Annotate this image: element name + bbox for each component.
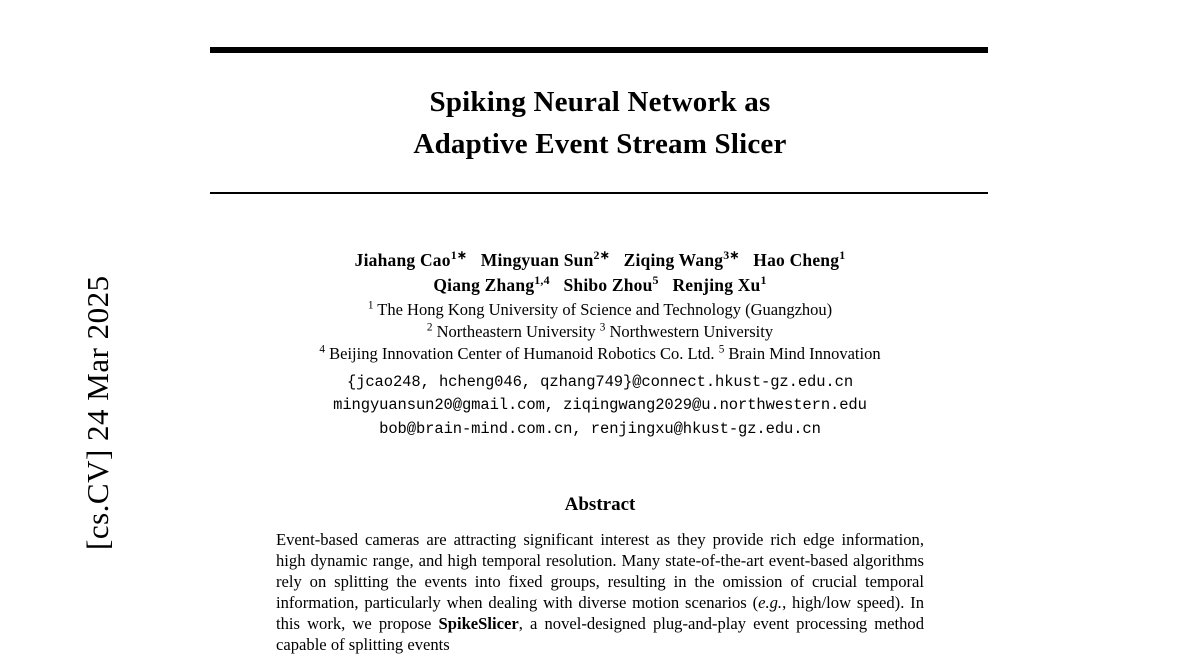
affiliation-mark: 5 [718, 343, 725, 356]
author-mark: 1 [760, 273, 767, 288]
affiliation-text: Northeastern University [436, 321, 596, 341]
author-name: Renjing Xu [672, 274, 761, 295]
author-mark: 2∗ [593, 248, 610, 263]
affiliation-mark: 4 [319, 343, 326, 356]
affiliation-line-3 [210, 343, 990, 365]
author-entry [481, 250, 610, 270]
author-entry [433, 275, 549, 295]
email-list [210, 371, 990, 442]
author-line-1 [210, 248, 990, 273]
affiliation-line-1 [210, 299, 990, 321]
abstract-segment: , a [518, 613, 538, 633]
abstract-segment: , high/low speed). In this work, we propose [276, 592, 924, 633]
author-mark: 3∗ [723, 248, 740, 263]
affiliation-text: Brain Mind Innovation [728, 343, 881, 363]
author-name: Qiang Zhang [433, 274, 535, 295]
author-name: Hao Cheng [753, 250, 840, 271]
author-entry [563, 275, 658, 295]
author-list [210, 248, 990, 298]
abstract-segment-italic: e.g. [758, 592, 783, 612]
author-name: Jiahang Cao [354, 250, 451, 271]
title-bottom-rule [210, 192, 988, 194]
abstract-last-line: novel-designed plug-and-play event processing method capable of splitting events [276, 613, 924, 654]
title-line-1: Spiking Neural Network as [429, 86, 771, 118]
author-mark: 1∗ [450, 248, 467, 263]
author-line-2 [210, 273, 990, 298]
affiliation-text: The Hong Kong University of Science and Technology (Guangzhou) [377, 299, 833, 319]
author-entry [753, 250, 845, 270]
page-title [210, 81, 990, 165]
affiliation-mark: 1 [367, 299, 374, 312]
email-line: {jcao248, hcheng046, qzhang749}@connect.hkust-gz.edu.cn [346, 372, 854, 391]
abstract-heading: Abstract [564, 494, 636, 516]
abstract-segment-bold: SpikeSlicer [438, 613, 519, 633]
arxiv-stamp-text: [cs.CV] 24 Mar 2025 [80, 275, 115, 550]
affiliation-text: Beijing Innovation Center of Humanoid Robotics Co. Ltd. [329, 343, 715, 363]
affiliation-mark: 3 [599, 321, 606, 334]
author-name: Shibo Zhou [563, 274, 653, 295]
arxiv-stamp [0, 0, 115, 648]
affiliation-mark: 2 [426, 321, 433, 334]
affiliation-text: Northwestern University [609, 321, 774, 341]
author-mark: 1 [839, 248, 846, 263]
author-entry [355, 250, 467, 270]
author-entry [672, 275, 766, 295]
title-top-rule [210, 47, 988, 53]
abstract-text [276, 530, 924, 655]
author-name: Ziqing Wang [623, 250, 724, 271]
paper-page [210, 0, 990, 654]
affiliation-list [210, 299, 990, 365]
author-entry [624, 250, 740, 270]
title-line-2: Adaptive Event Stream Slicer [413, 128, 787, 161]
email-line: mingyuansun20@gmail.com, ziqingwang2029@u.northwestern.edu [333, 396, 867, 415]
email-line: bob@brain-mind.com.cn, renjingxu@hkust-gz.edu.cn [379, 419, 821, 438]
author-name: Mingyuan Sun [480, 250, 594, 271]
affiliation-line-2 [210, 321, 990, 343]
author-mark: 1,4 [534, 273, 550, 288]
author-mark: 5 [652, 273, 659, 288]
abstract-segment: Event-based cameras are attracting significant interest as they provide rich edge information, high dynamic range, and high temporal resolution. Many state-of-the-art event-based algorithms rely on splitting the events into fixed groups, resulting in the omission of crucial temporal information, particularly when dealing with diverse motion scenarios ( [276, 530, 924, 612]
